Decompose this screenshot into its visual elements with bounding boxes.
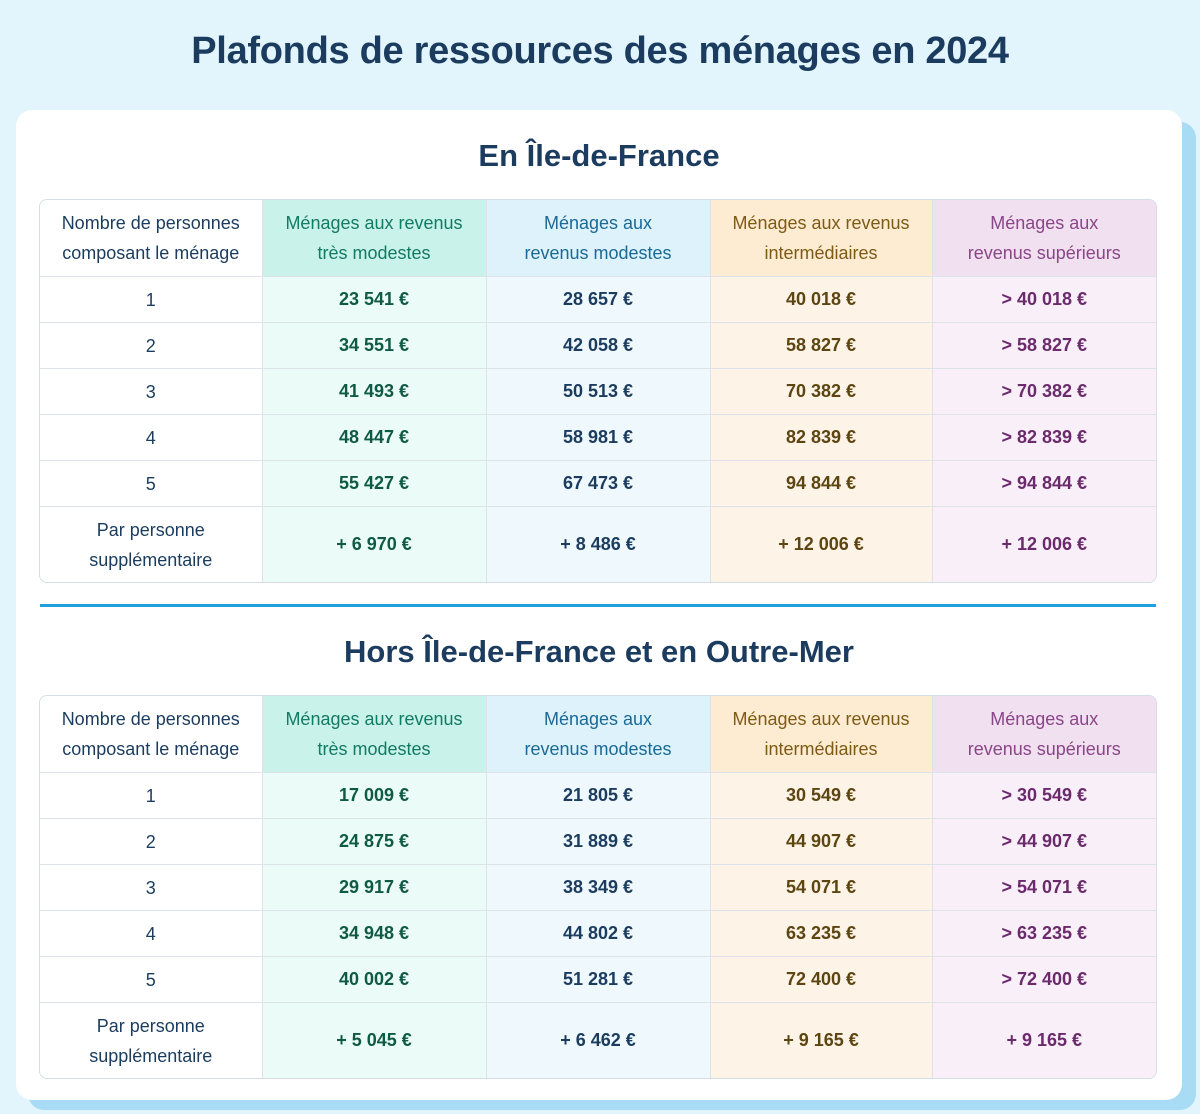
cell-intermediaires: 30 549 € <box>710 773 932 819</box>
cell-intermediaires: 40 018 € <box>710 277 932 323</box>
table-row <box>40 773 1156 819</box>
table-row <box>40 865 1156 911</box>
section-title-idf: En Île-de-France <box>478 138 720 173</box>
cell-modestes: 44 802 € <box>486 911 710 957</box>
table-row <box>40 819 1156 865</box>
cell-persons: 3 <box>40 865 262 911</box>
cell-superieurs: > 44 907 € <box>932 819 1156 865</box>
cell-tres-modestes: 29 917 € <box>262 865 486 911</box>
table-row-extra-person <box>40 1003 1156 1079</box>
cell-modestes: 50 513 € <box>486 369 710 415</box>
section-title-hors-idf: Hors Île-de-France et en Outre-Mer <box>344 634 854 669</box>
cell-superieurs: > 94 844 € <box>932 461 1156 507</box>
table-header-row <box>40 200 1156 277</box>
header-persons: Nombre de personnes composant le ménage <box>40 200 262 277</box>
cell-modestes: 42 058 € <box>486 323 710 369</box>
table-row <box>40 415 1156 461</box>
table-idf <box>39 199 1157 583</box>
cell-persons: 3 <box>40 369 262 415</box>
table-row <box>40 323 1156 369</box>
header-modestes: Ménages aux revenus modestes <box>486 200 710 277</box>
cell-superieurs: > 82 839 € <box>932 415 1156 461</box>
cell-tres-modestes: + 6 970 € <box>262 507 486 583</box>
cell-modestes: + 8 486 € <box>486 507 710 583</box>
header-superieurs: Ménages aux revenus supérieurs <box>932 200 1156 277</box>
cell-superieurs: + 12 006 € <box>932 507 1156 583</box>
cell-intermediaires: 44 907 € <box>710 819 932 865</box>
table-row <box>40 461 1156 507</box>
cell-superieurs: > 72 400 € <box>932 957 1156 1003</box>
section-divider <box>40 604 1156 607</box>
cell-superieurs: > 70 382 € <box>932 369 1156 415</box>
cell-persons: 1 <box>40 277 262 323</box>
table-row <box>40 277 1156 323</box>
cell-intermediaires: 58 827 € <box>710 323 932 369</box>
cell-tres-modestes: 34 551 € <box>262 323 486 369</box>
cell-intermediaires: + 12 006 € <box>710 507 932 583</box>
cell-superieurs: > 58 827 € <box>932 323 1156 369</box>
cell-tres-modestes: 48 447 € <box>262 415 486 461</box>
cell-intermediaires: 72 400 € <box>710 957 932 1003</box>
table-row-extra-person <box>40 507 1156 583</box>
cell-persons: 1 <box>40 773 262 819</box>
header-modestes: Ménages aux revenus modestes <box>486 696 710 773</box>
cell-modestes: 38 349 € <box>486 865 710 911</box>
cell-modestes: 67 473 € <box>486 461 710 507</box>
page-title: Plafonds de ressources des ménages en 2024 <box>191 30 1009 72</box>
cell-tres-modestes: 24 875 € <box>262 819 486 865</box>
table-row <box>40 957 1156 1003</box>
cell-modestes: 21 805 € <box>486 773 710 819</box>
cell-modestes: 58 981 € <box>486 415 710 461</box>
cell-tres-modestes: 40 002 € <box>262 957 486 1003</box>
cell-intermediaires: 82 839 € <box>710 415 932 461</box>
cell-extra-label: Par personne supplémentaire <box>40 1003 262 1079</box>
cell-persons: 2 <box>40 819 262 865</box>
cell-persons: 4 <box>40 911 262 957</box>
cell-tres-modestes: 23 541 € <box>262 277 486 323</box>
cell-intermediaires: + 9 165 € <box>710 1003 932 1079</box>
cell-superieurs: > 30 549 € <box>932 773 1156 819</box>
cell-tres-modestes: 55 427 € <box>262 461 486 507</box>
cell-intermediaires: 54 071 € <box>710 865 932 911</box>
cell-intermediaires: 63 235 € <box>710 911 932 957</box>
cell-superieurs: > 63 235 € <box>932 911 1156 957</box>
cell-extra-label: Par personne supplémentaire <box>40 507 262 583</box>
header-persons: Nombre de personnes composant le ménage <box>40 696 262 773</box>
cell-modestes: 28 657 € <box>486 277 710 323</box>
cell-superieurs: + 9 165 € <box>932 1003 1156 1079</box>
cell-tres-modestes: 17 009 € <box>262 773 486 819</box>
table-hors-idf <box>39 695 1157 1079</box>
cell-tres-modestes: + 5 045 € <box>262 1003 486 1079</box>
cell-persons: 5 <box>40 957 262 1003</box>
header-intermediaires: Ménages aux revenus intermédiaires <box>710 696 932 773</box>
header-tres-modestes: Ménages aux revenus très modestes <box>262 696 486 773</box>
cell-persons: 5 <box>40 461 262 507</box>
cell-modestes: 31 889 € <box>486 819 710 865</box>
cell-modestes: + 6 462 € <box>486 1003 710 1079</box>
table-row <box>40 911 1156 957</box>
cell-intermediaires: 70 382 € <box>710 369 932 415</box>
header-superieurs: Ménages aux revenus supérieurs <box>932 696 1156 773</box>
table-header-row <box>40 696 1156 773</box>
cell-modestes: 51 281 € <box>486 957 710 1003</box>
cell-tres-modestes: 41 493 € <box>262 369 486 415</box>
content-card <box>16 110 1182 1100</box>
cell-tres-modestes: 34 948 € <box>262 911 486 957</box>
header-tres-modestes: Ménages aux revenus très modestes <box>262 200 486 277</box>
header-intermediaires: Ménages aux revenus intermédiaires <box>710 200 932 277</box>
cell-persons: 2 <box>40 323 262 369</box>
cell-superieurs: > 40 018 € <box>932 277 1156 323</box>
cell-intermediaires: 94 844 € <box>710 461 932 507</box>
cell-superieurs: > 54 071 € <box>932 865 1156 911</box>
table-row <box>40 369 1156 415</box>
cell-persons: 4 <box>40 415 262 461</box>
